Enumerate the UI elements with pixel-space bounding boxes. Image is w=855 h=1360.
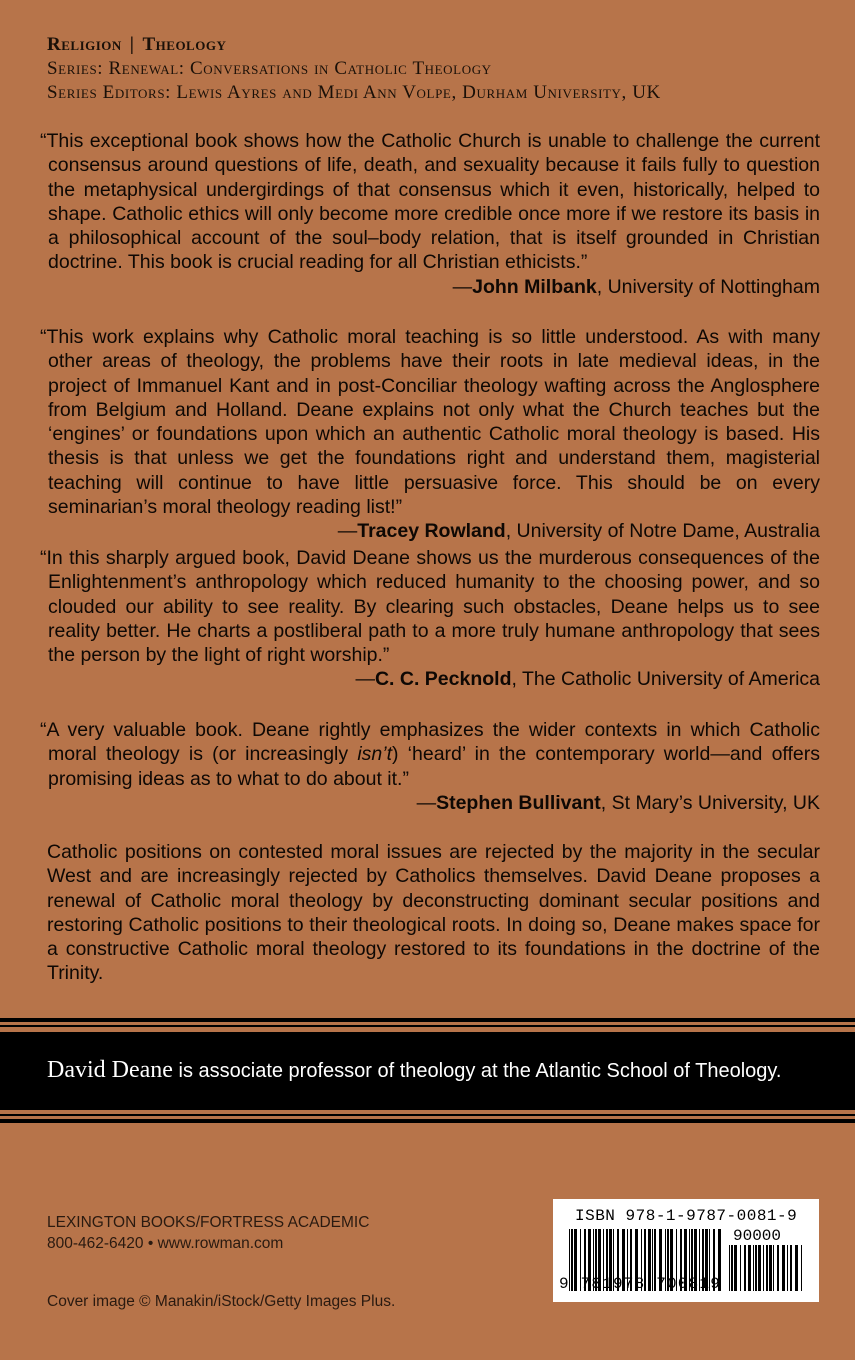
endorsement-attribution (337, 519, 820, 543)
endorsement-body-start: “A very valuable book. Deane rightly emphasizes the wider contexts in which Catholic moral theology is (or increasingly (40, 719, 820, 766)
endorsement-text (40, 718, 820, 791)
endorser-affiliation: , The Catholic University of America (511, 668, 820, 691)
endorsement-1 (40, 129, 820, 299)
endorsement-4 (40, 718, 820, 815)
cover-credit: Cover image © Manakin/iStock/Getty Images Plus. (47, 1293, 396, 1310)
book-description: Catholic positions on contested moral issues are rejected by the majority in the secular West and are increasingly rejected by Catholics themselves. David Deane proposes a renewal of Catholic moral theology by deconstructing dominant secular positions and restoring Catholic positions to their theological roots. In doing so, Deane makes space for a constructive Catholic moral theology restored to its foundations in the doctrine of the Trinity. (47, 841, 820, 985)
endorsement-attribution (40, 791, 820, 815)
isbn-barcode (553, 1199, 819, 1302)
author-bio (47, 1057, 781, 1084)
endorsement-3 (40, 546, 820, 692)
bullet-separator: • (147, 1235, 154, 1252)
endorsement-italic: isn’t (357, 743, 392, 766)
endorsement-body-end: ) ‘heard’ in the contemporary world—and offers promising ideas as to what to do about it.” (48, 743, 820, 790)
endorsement-text: “This exceptional book shows how the Catholic Church is unable to challenge the current consensus around questions of life, death, and sexuality because it fails fully to question the metaphysical undergirdings of that consensus which it even, historically, helped to shape. Catholic ethics will only become more credible once more if we restore its basis in a philosophical account of the soul–body relation, that is itself grounded in Christian doctrine. This book is crucial reading for all Christian ethicists.” (40, 130, 820, 274)
author-band (0, 1032, 855, 1110)
price-code: 90000 (733, 1227, 782, 1245)
isbn-number: ISBN 978-1-9787-0081-9 (575, 1207, 798, 1225)
endorsement-attribution (40, 667, 820, 691)
attribution-dash: — (452, 275, 473, 298)
publisher-phone: 800-462-6420 (47, 1235, 144, 1252)
publisher-contact (47, 1233, 369, 1254)
endorser-name: C. C. Pecknold (374, 668, 512, 691)
author-description: is associate professor of theology at the Atlantic School of Theology. (172, 1060, 782, 1082)
series-editors: Series Editors: Lewis Ayres and Medi Ann Volpe, Durham University, UK (47, 82, 661, 103)
attribution-dash: — (416, 791, 437, 814)
endorsement-body: “This work explains why Catholic moral teaching is so little understood. As with many other areas of theology, the problems have their roots in late medieval ideas, in the project of Immanuel Kant and in post-Conciliar theology wafting across the Anglosphere from Belgium and Holland. Deane explains not only what the Church teaches but the ‘engines’ or foundations upon which an authentic Catholic moral theology is based. His thesis is that unless we get the foundations right and understand them, magisterial teaching will continue to have little persuasive force. This should be on every seminarian’s moral theology reading list!” (40, 326, 820, 519)
endorser-name: Tracey Rowland (357, 520, 506, 543)
endorsement-attribution (40, 275, 820, 299)
publisher-name: LEXINGTON BOOKS/FORTRESS ACADEMIC (47, 1214, 370, 1231)
barcode-digits: 9 781978 700819 (559, 1275, 722, 1293)
attribution-dash: — (337, 520, 358, 543)
publisher-info (47, 1212, 369, 1254)
author-name: David Deane (47, 1057, 173, 1083)
publisher-website: www.rowman.com (157, 1235, 284, 1252)
divider-bottom (0, 1119, 855, 1123)
series-title: Series: Renewal: Conversations in Catholic Theology (47, 58, 492, 79)
divider-top-thin (0, 1025, 855, 1027)
divider-bottom-thin (0, 1114, 855, 1116)
series-header (47, 34, 827, 106)
attribution-dash: — (355, 668, 375, 691)
subject-religion: Religion (47, 34, 122, 55)
endorser-name: John Milbank (472, 275, 597, 298)
endorsement-text: “In this sharply argued book, David Deane shows us the murderous consequences of the Enlightenment’s anthropology which reduced humanity to the choosing power, and so clouded our ability to see reality. By clearing such obstacles, Deane helps us to see reality better. He charts a postliberal path to a more truly humane anthropology that sees the person by the light of right worship.” (40, 547, 820, 667)
endorser-name: Stephen Bullivant (436, 791, 601, 814)
subject-theology: Theology (142, 34, 227, 55)
endorser-affiliation: , University of Nottingham (596, 275, 820, 298)
divider-top (0, 1018, 855, 1022)
endorsement-2 (40, 325, 820, 544)
endorser-affiliation: , University of Notre Dame, Australia (505, 520, 820, 543)
subject-line (47, 34, 827, 58)
endorser-affiliation: , St Mary’s University, UK (600, 791, 820, 814)
addon-bars (729, 1245, 805, 1291)
endorsement-text (40, 325, 820, 543)
subject-separator: | (129, 34, 135, 55)
